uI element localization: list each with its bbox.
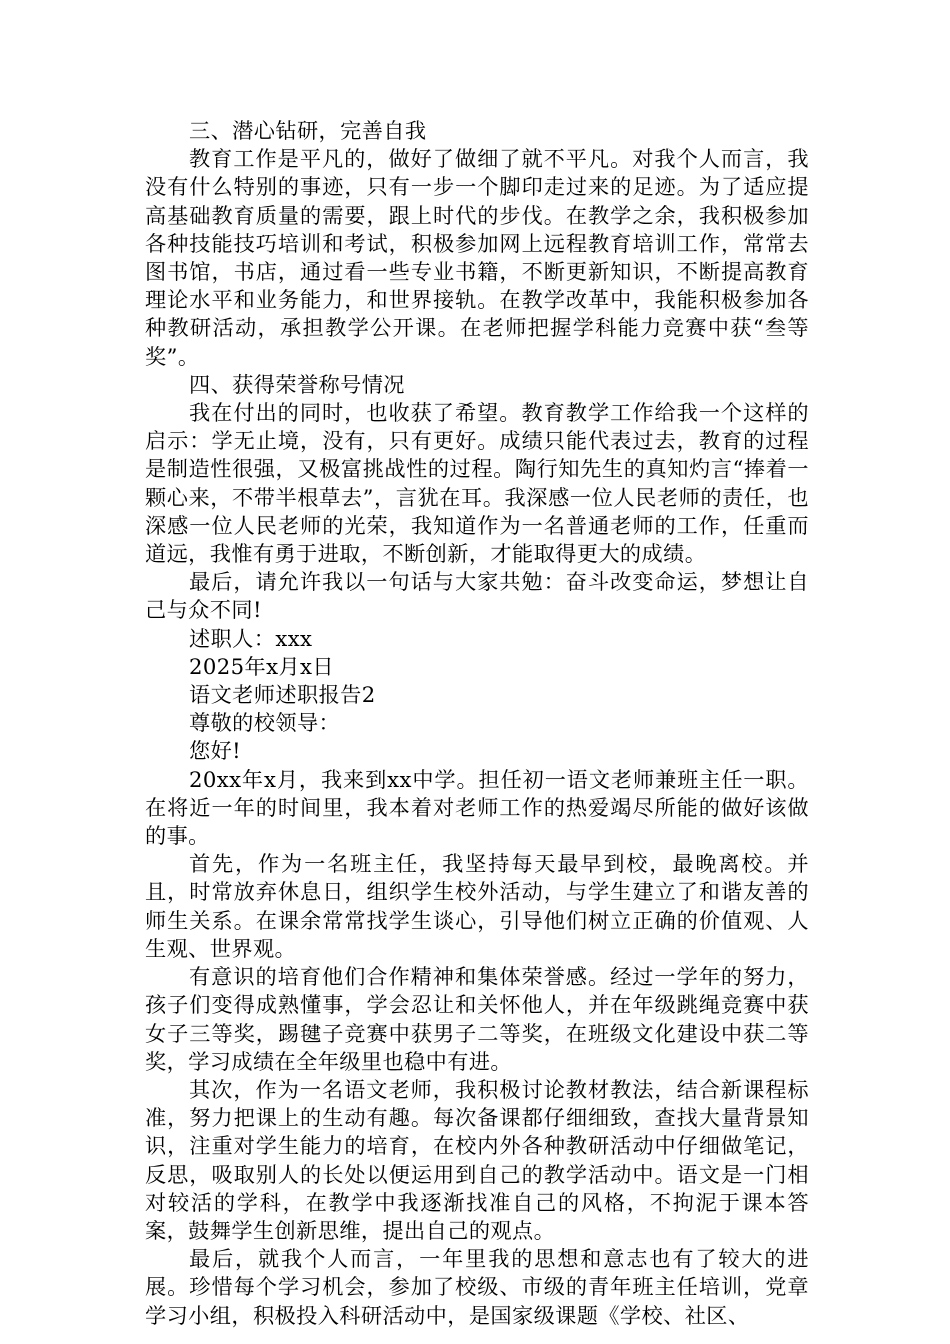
report-title: 语文老师述职报告2 bbox=[189, 682, 376, 708]
section-heading-4: 四、获得荣誉称号情况 bbox=[189, 371, 405, 397]
document-page bbox=[145, 117, 809, 1330]
signature-line: 述职人：xxx bbox=[189, 625, 313, 651]
body-paragraph: 有意识的培育他们合作精神和集体荣誉感。经过一学年的努力，孩子们变得成熟懂事，学会忍让和关怀他人，并在年级跳绳竞赛中获女子三等奖，踢毽子竞赛中获男子二等奖，在班级文化建设中获二等奖，学习成绩在全年级里也稳中有进。 bbox=[145, 964, 809, 1074]
greeting: 您好! bbox=[189, 738, 242, 764]
body-paragraph: 我在付出的同时，也收获了希望。教育教学工作给我一个这样的启示：学无止境，没有，只有更好。成绩只能代表过去，教育的过程是制造性很强，又极富挑战性的过程。陶行知先生的真知灼言“捧着一颗心来，不带半根草去”，言犹在耳。我深感一位人民老师的责任，也深感一位人民老师的光荣，我知道作为一名普通老师的工作，任重而道远，我惟有勇于进取，不断创新，才能取得更大的成绩。 bbox=[145, 400, 809, 567]
body-paragraph: 教育工作是平凡的，做好了做细了就不平凡。对我个人而言，我没有什么特别的事迹，只有一步一个脚印走过来的足迹。为了适应提高基础教育质量的需要，跟上时代的步伐。在教学之余，我积极参加各种技能技巧培训和考试，积极参加网上远程教育培训工作，常常去图书馆，书店，通过看一些专业书籍，不断更新知识，不断提高教育理论水平和业务能力，和世界接轨。在教学改革中，我能积极参加各种教研活动，承担教学公开课。在老师把握学科能力竞赛中获“叁等奖”。 bbox=[145, 146, 809, 369]
body-paragraph: 其次，作为一名语文老师，我积极讨论教材教法，结合新课程标准，努力把课上的生动有趣。每次备课都仔细细致，查找大量背景知识，注重对学生能力的培育，在校内外各种教研活动中仔细做笔记，反思，吸取别人的长处以便运用到自己的教学活动中。语文是一门相对较活的学科，在教学中我逐渐找准自己的风格，不拘泥于课本答案，鼓舞学生创新思维，提出自己的观点。 bbox=[145, 1076, 809, 1243]
body-paragraph: 首先，作为一名班主任，我坚持每天最早到校，最晚离校。并且，时常放弃休息日，组织学生校外活动，与学生建立了和谐友善的师生关系。在课余常常找学生谈心，引导他们树立正确的价值观、人生观、世界观。 bbox=[145, 851, 809, 961]
body-paragraph: 最后，就我个人而言，一年里我的思想和意志也有了较大的进展。珍惜每个学习机会，参加了校级、市级的青年班主任培训，党章学习小组，积极投入科研活动中，是国家级课题《学校、社区、 bbox=[145, 1246, 809, 1328]
section-heading-3: 三、潜心钻研，完善自我 bbox=[189, 118, 427, 143]
body-paragraph: 20xx年x月，我来到xx中学。担任初一语文老师兼班主任一职。在将近一年的时间里，我本着对老师工作的热爱竭尽所能的做好该做的事。 bbox=[145, 766, 809, 849]
salutation: 尊敬的校领导： bbox=[189, 710, 341, 736]
date-line: 2025年x月x日 bbox=[189, 653, 334, 679]
closing-paragraph: 最后，请允许我以一句话与大家共勉：奋斗改变命运，梦想让自己与众不同! bbox=[145, 569, 809, 623]
